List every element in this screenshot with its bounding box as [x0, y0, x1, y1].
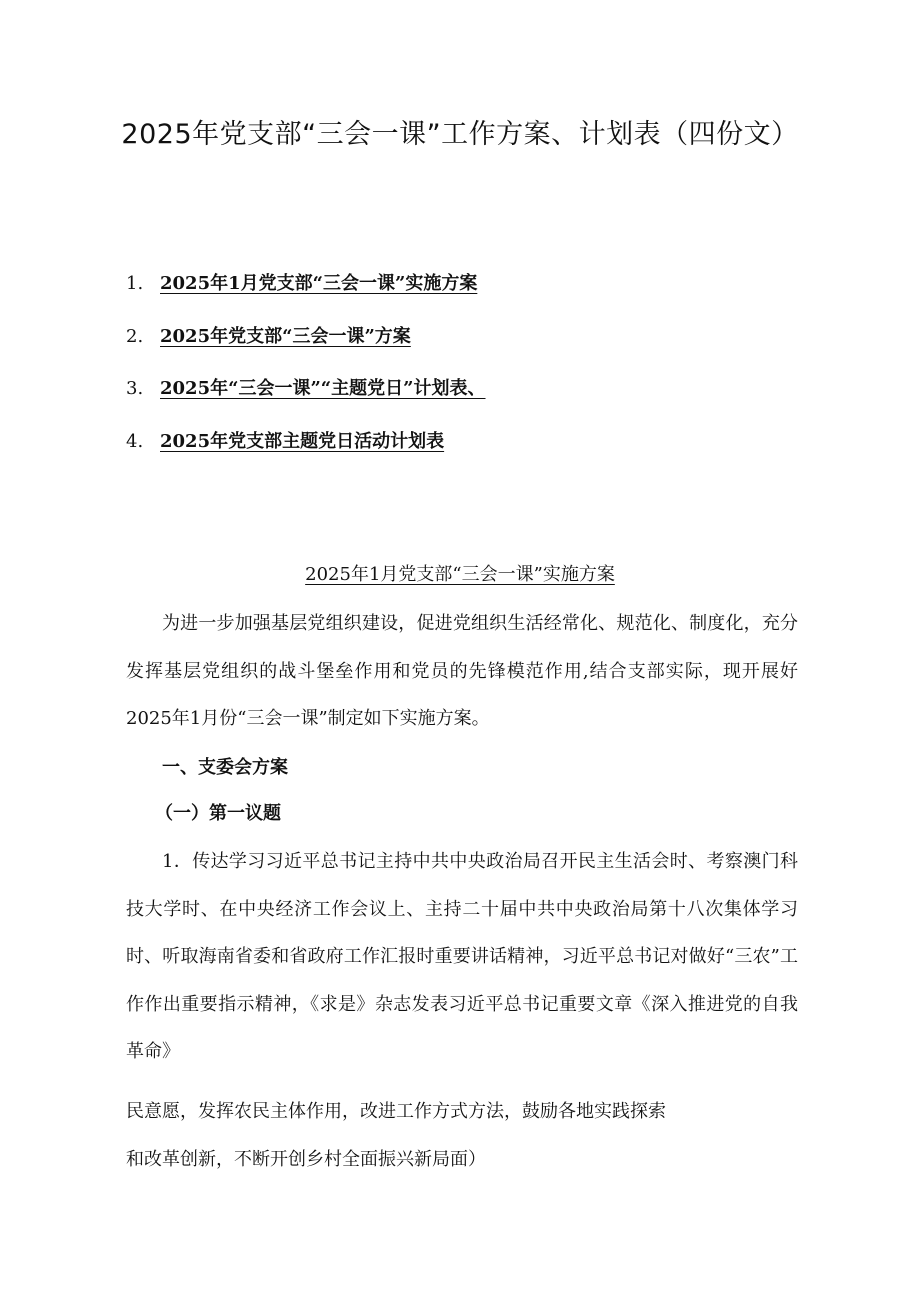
section-heading: 一、支委会方案	[162, 757, 288, 778]
toc-link[interactable]: 2025年1月党支部“三会一课”实施方案	[160, 273, 478, 294]
toc-link[interactable]: 2025年党支部主题党日活动计划表	[160, 430, 445, 452]
document-title: 2025年党支部“三会一课”工作方案、计划表（四份文）	[121, 119, 799, 150]
table-of-contents	[126, 268, 826, 478]
toc-item-4[interactable]	[126, 426, 826, 479]
toc-link[interactable]: 2025年党支部“三会一课”方案	[160, 325, 411, 347]
toc-item-2[interactable]	[126, 321, 826, 374]
item-paragraph: 1．传达学习习近平总书记主持中共中央政治局召开民主生活会时、考察澳门科技大学时、在中央经济工作会议上、主持二十届中共中央政治局第十八次集体学习时、听取海南省委和省政府工作汇报时重要讲话精神，习近平总书记对做好“三农”工作作出重要指示精神，《求是》杂志发表习近平总书记重要文章《深入推进党的自我革命》	[126, 851, 798, 1062]
section-title: 2025年1月党支部“三会一课”实施方案	[305, 564, 615, 585]
toc-number: 1.	[126, 273, 144, 294]
toc-number: 2.	[126, 325, 144, 347]
toc-item-1[interactable]	[126, 268, 826, 321]
subsection-heading: （一）第一议题	[155, 803, 281, 824]
text-line: 和改革创新，不断开创乡村全面振兴新局面）	[126, 1149, 486, 1170]
text-line: 民意愿，发挥农民主体作用，改进工作方式方法，鼓励各地实践探索	[126, 1101, 666, 1122]
intro-paragraph: 为进一步加强基层党组织建设，促进党组织生活经常化、规范化、制度化，充分发挥基层党组织的战斗堡垒作用和党员的先锋模范作用,结合支部实际，现开展好2025年1月份“三会一课”制定如下实施方案。	[126, 613, 798, 729]
toc-link[interactable]: 2025年“三会一课”“主题党日”计划表、	[160, 378, 486, 399]
toc-number: 4.	[126, 430, 144, 452]
toc-number: 3.	[126, 378, 144, 399]
toc-item-3[interactable]	[126, 373, 826, 426]
